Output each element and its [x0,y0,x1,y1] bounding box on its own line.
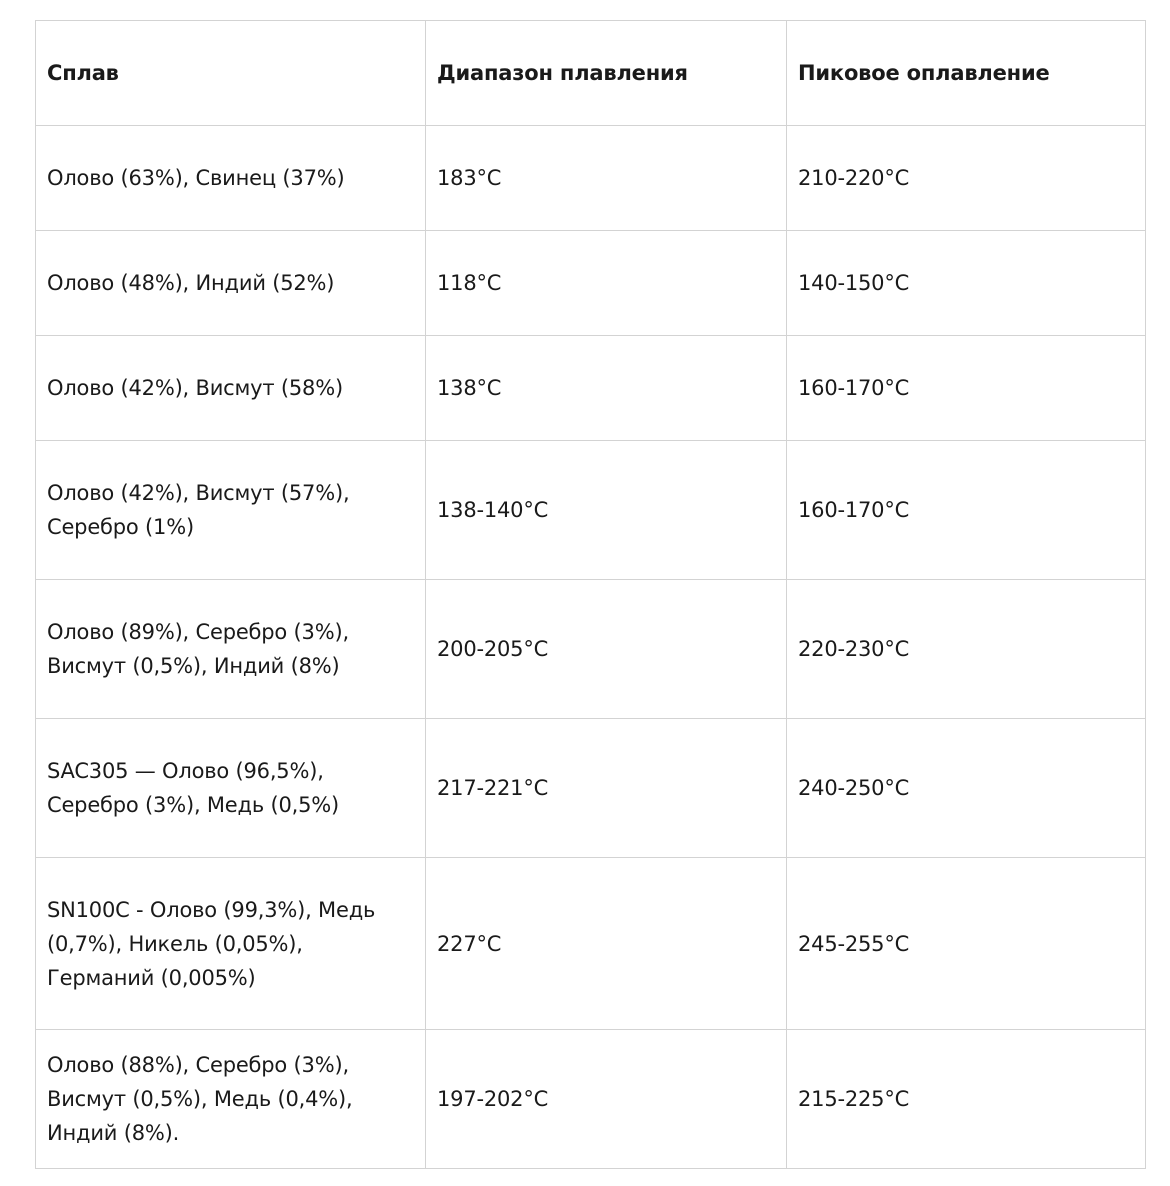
cell-alloy: Олово (42%), Висмут (57%), Серебро (1%) [36,441,426,580]
cell-alloy: Олово (63%), Свинец (37%) [36,126,426,231]
cell-alloy: Олово (48%), Индий (52%) [36,231,426,336]
cell-peak-reflow: 160-170°C [787,441,1146,580]
table-header-row [36,21,1146,126]
table-row [36,336,1146,441]
cell-alloy: Олово (88%), Серебро (3%), Висмут (0,5%), Медь (0,4%), Индий (8%). [36,1030,426,1169]
cell-peak-reflow: 140-150°C [787,231,1146,336]
cell-alloy: Олово (42%), Висмут (58%) [36,336,426,441]
cell-peak-reflow: 210-220°C [787,126,1146,231]
cell-melting-range: 217-221°C [426,719,787,858]
cell-peak-reflow: 220-230°C [787,580,1146,719]
header-alloy: Сплав [36,21,426,126]
cell-alloy: Олово (89%), Серебро (3%), Висмут (0,5%), Индий (8%) [36,580,426,719]
cell-peak-reflow: 240-250°C [787,719,1146,858]
table-row [36,126,1146,231]
cell-peak-reflow: 245-255°C [787,858,1146,1030]
cell-melting-range: 183°C [426,126,787,231]
header-melting-range: Диапазон плавления [426,21,787,126]
table-row [36,231,1146,336]
cell-melting-range: 138-140°C [426,441,787,580]
header-peak-reflow: Пиковое оплавление [787,21,1146,126]
cell-peak-reflow: 160-170°C [787,336,1146,441]
cell-peak-reflow: 215-225°C [787,1030,1146,1169]
cell-melting-range: 197-202°C [426,1030,787,1169]
table-row [36,441,1146,580]
table-row [36,1030,1146,1169]
cell-melting-range: 118°C [426,231,787,336]
table-row [36,858,1146,1030]
alloy-table-container [35,20,1146,1169]
cell-alloy: SN100C - Олово (99,3%), Медь (0,7%), Никель (0,05%), Германий (0,005%) [36,858,426,1030]
cell-melting-range: 227°C [426,858,787,1030]
cell-melting-range: 200-205°C [426,580,787,719]
alloy-melting-table [35,20,1146,1169]
table-row [36,580,1146,719]
table-row [36,719,1146,858]
cell-melting-range: 138°C [426,336,787,441]
cell-alloy: SAC305 — Олово (96,5%), Серебро (3%), Медь (0,5%) [36,719,426,858]
